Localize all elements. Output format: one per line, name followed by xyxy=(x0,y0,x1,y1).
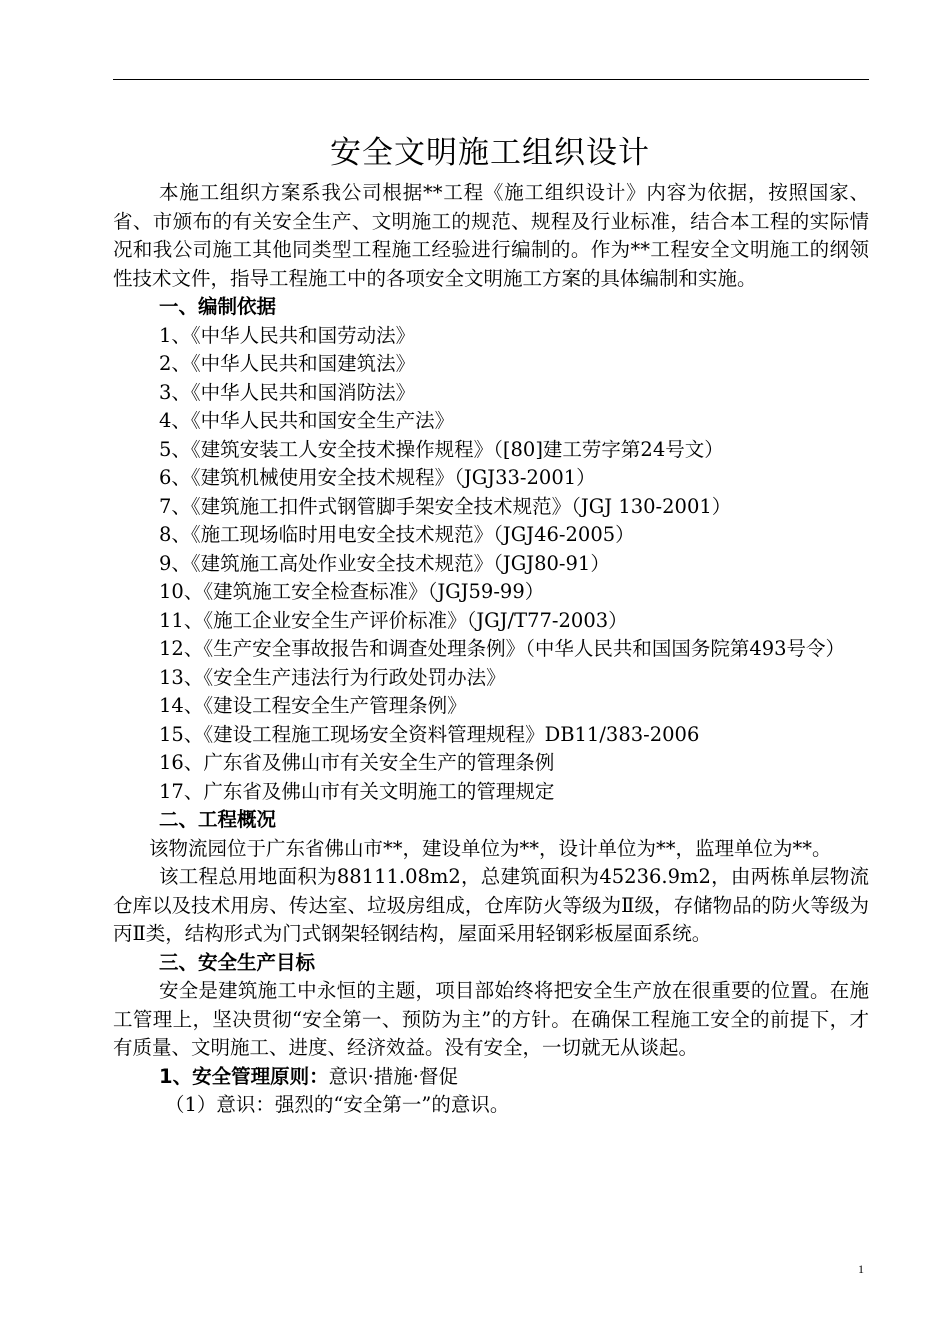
list-item: 14、《建设工程安全生产管理条例》 xyxy=(159,694,467,717)
principle-line xyxy=(113,1063,869,1092)
list-item: 15、《建设工程施工现场安全资料管理规程》DB11/383-2006 xyxy=(159,722,700,746)
intro-paragraph: 本施工组织方案系我公司根据**工程《施工组织设计》内容为依据，按照国家、省、市颁布的有关安全生产、文明施工的规范、规程及行业标准，结合本工程的实际情况和我公司施工其他同类型工程施工经验进行编制的。作为**工程安全文明施工的纲领性技术文件，指导工程施工中的各项安全文明施工方案的具体编制和实施。 xyxy=(113,181,869,290)
list-item: 4、《中华人民共和国安全生产法》 xyxy=(159,409,455,432)
list-item: 2、《中华人民共和国建筑法》 xyxy=(159,352,416,375)
goal-paragraph: 安全是建筑施工中永恒的主题，项目部始终将把安全生产放在很重要的位置。在施工管理上，坚决贯彻“安全第一、预防为主”的方针。在确保工程施工安全的前提下，才有质量、文明施工、进度、经济效益。没有安全，一切就无从谈起。 xyxy=(113,979,869,1059)
list-item: 11、《施工企业安全生产评价标准》（JGJ/T77-2003） xyxy=(159,608,628,632)
list-item: 12、《生产安全事故报告和调查处理条例》（中华人民共和国国务院第493号令） xyxy=(159,637,846,660)
section-heading: 一、编制依据 xyxy=(159,295,277,318)
header-rule xyxy=(113,79,869,80)
list-item: 1、《中华人民共和国劳动法》 xyxy=(159,323,416,347)
section-heading: 二、工程概况 xyxy=(159,808,277,831)
list-item: 7、《建筑施工扣件式钢管脚手架安全技术规范》（JGJ 130-2001） xyxy=(159,494,732,518)
list-item: 3、《中华人民共和国消防法》 xyxy=(159,380,416,404)
principle-text: 意识·措施·督促 xyxy=(328,1064,458,1088)
list-item: 8、《施工现场临时用电安全技术规范》（JGJ46-2005） xyxy=(159,523,635,546)
awareness-line: （1）意识：强烈的“安全第一”的意识。 xyxy=(165,1093,510,1116)
list-item: 9、《建筑施工高处作业安全技术规范》（JGJ80-91） xyxy=(159,551,610,575)
overview-paragraph: 该物流园位于广东省佛山市**，建设单位为**，设计单位为**，监理单位为**。 xyxy=(149,836,832,860)
page-number: 1 xyxy=(858,1262,864,1276)
reference-list xyxy=(113,322,869,807)
document-body xyxy=(113,179,869,1120)
document-title: 安全文明施工组织设计 xyxy=(330,135,650,171)
list-item: 16、广东省及佛山市有关安全生产的管理条例 xyxy=(159,751,555,774)
list-item: 17、广东省及佛山市有关文明施工的管理规定 xyxy=(159,779,555,803)
list-item: 5、《建筑安装工人安全技术操作规程》（[80]建工劳字第24号文） xyxy=(159,437,724,461)
principle-label: 1、安全管理原则： xyxy=(159,1064,329,1088)
overview-paragraph: 该工程总用地面积为88111.08m2，总建筑面积为45236.9m2，由两栋单层物流仓库以及技术用房、传达室、垃圾房组成，仓库防火等级为Ⅱ级，存储物品的防火等级为丙Ⅱ类，结构形式为门式钢架轻钢结构，屋面采用轻钢彩板屋面系统。 xyxy=(113,865,869,945)
list-item: 6、《建筑机械使用安全技术规程》（JGJ33-2001） xyxy=(159,466,596,489)
list-item: 10、《建筑施工安全检查标准》（JGJ59-99） xyxy=(159,580,545,603)
list-item: 13、《安全生产违法行为行政处罚办法》 xyxy=(159,665,506,689)
section-heading: 三、安全生产目标 xyxy=(159,950,316,974)
